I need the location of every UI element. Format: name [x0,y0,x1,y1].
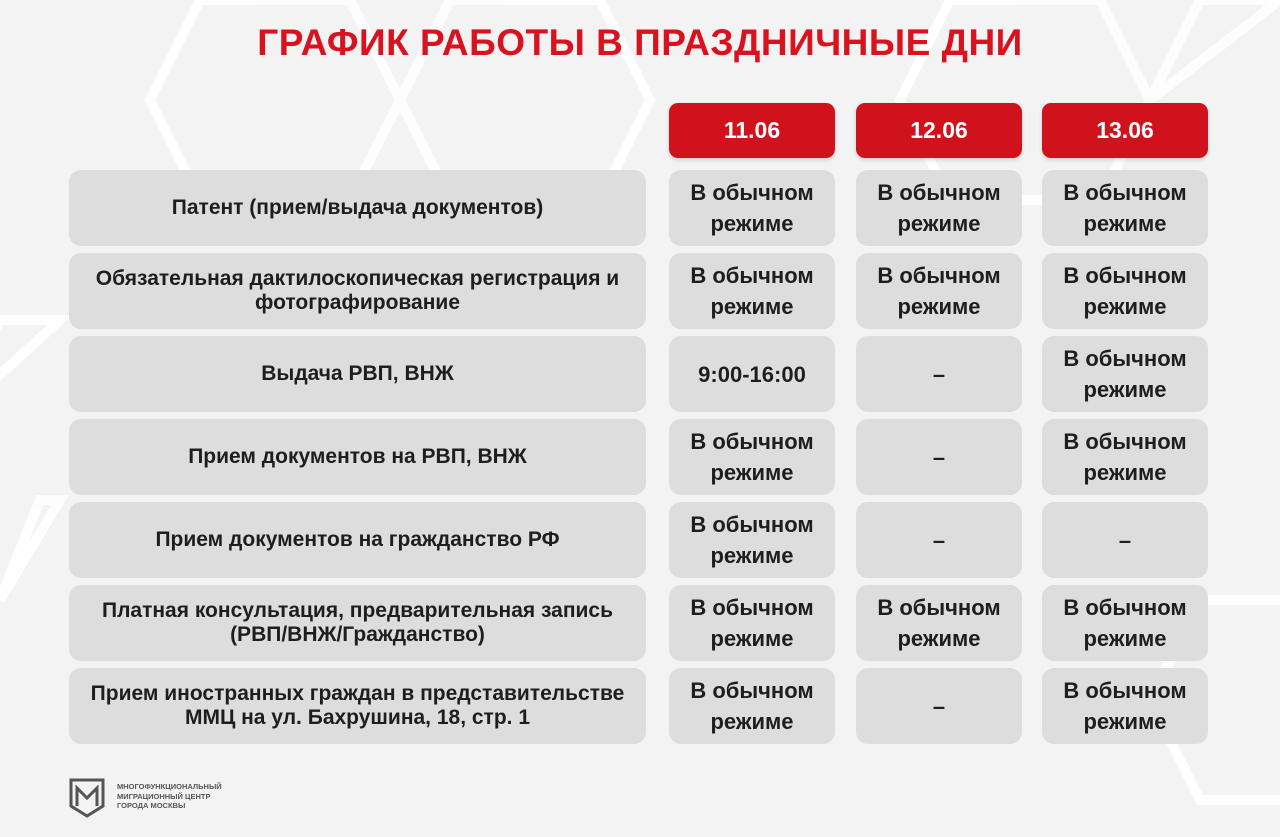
org-line-2: МИГРАЦИОННЫЙ ЦЕНТР [117,791,211,801]
row1-value-3: В обычном режиме [1042,170,1208,246]
row6-value-3: В обычном режиме [1042,585,1208,661]
org-line-3: ГОРОДА МОСКВЫ [117,801,186,810]
row4-value-1: В обычном режиме [669,419,835,495]
row7-value-3: В обычном режиме [1042,668,1208,744]
row6-value-2: В обычном режиме [856,585,1022,661]
date-header-1: 11.06 [669,103,835,158]
page-title: ГРАФИК РАБОТЫ В ПРАЗДНИЧНЫЕ ДНИ [257,22,1023,63]
row4-value-3: В обычном режиме [1042,419,1208,495]
row7-value-1: В обычном режиме [669,668,835,744]
mmc-logo-icon [67,776,107,820]
row3-value-3: В обычном режиме [1042,336,1208,412]
date-header-3: 13.06 [1042,103,1208,158]
row2-value-2: В обычном режиме [856,253,1022,329]
row5-value-1: В обычном режиме [669,502,835,578]
row-label-rvp-issue: Выдача РВП, ВНЖ [69,336,646,412]
row-label-citizenship: Прием документов на гражданство РФ [69,502,646,578]
row6-value-1: В обычном режиме [669,585,835,661]
org-line-1: МНОГОФУНКЦИОНАЛЬНЫЙ [117,782,222,791]
row4-value-2: – [856,419,1022,495]
row1-value-1: В обычном режиме [669,170,835,246]
row2-value-3: В обычном режиме [1042,253,1208,329]
row-label-fingerprinting: Обязательная дактилоскопическая регистрация и фотографирование [69,253,646,329]
row3-value-1: 9:00-16:00 [669,336,835,412]
row7-value-2: – [856,668,1022,744]
row5-value-2: – [856,502,1022,578]
row-label-rvp-intake: Прием документов на РВП, ВНЖ [69,419,646,495]
row5-value-3: – [1042,502,1208,578]
row2-value-1: В обычном режиме [669,253,835,329]
row-label-patent: Патент (прием/выдача документов) [69,170,646,246]
organization-name [117,782,267,811]
row1-value-2: В обычном режиме [856,170,1022,246]
date-header-2: 12.06 [856,103,1022,158]
row-label-consultation: Платная консультация, предварительная запись (РВП/ВНЖ/Гражданство) [69,585,646,661]
row3-value-2: – [856,336,1022,412]
row-label-representative-office: Прием иностранных граждан в представительстве ММЦ на ул. Бахрушина, 18, стр. 1 [69,668,646,744]
